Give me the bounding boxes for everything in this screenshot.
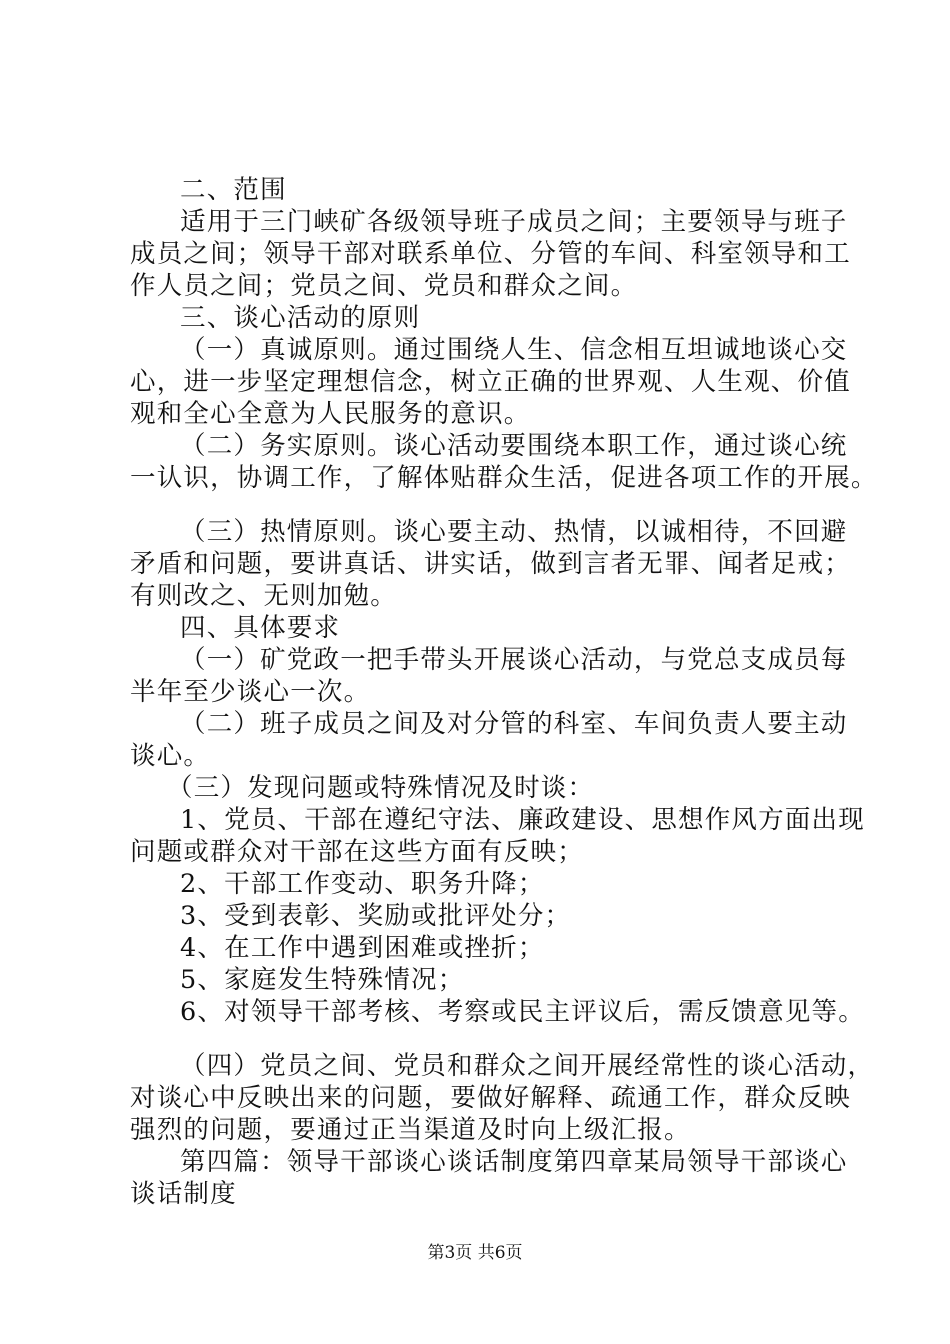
paragraph-line: 适用于三门峡矿各级领导班子成员之间；主要领导与班子	[180, 207, 848, 237]
paragraph-line: 强烈的问题，要通过正当渠道及时向上级汇报。	[130, 1115, 691, 1145]
list-item: 5、家庭发生特殊情况；	[180, 965, 465, 995]
page-footer: 第3页 共6页	[427, 1243, 523, 1263]
paragraph-line: 心，进一步坚定理想信念，树立正确的世界观、人生观、价值	[130, 367, 851, 397]
list-item: 3、受到表彰、奖励或批评处分；	[180, 901, 572, 931]
list-item: 4、在工作中遇到困难或挫折；	[180, 933, 545, 963]
chapter-title-line: 第四篇：领导干部谈心谈话制度第四章某局领导干部谈心	[180, 1147, 848, 1177]
list-item-continuation: 问题或群众对干部在这些方面有反映；	[130, 837, 584, 867]
paragraph-line: （二）务实原则。谈心活动要围绕本职工作，通过谈心统	[180, 431, 848, 461]
paragraph-line: （一）矿党政一把手带头开展谈心活动，与党总支成员每	[180, 645, 848, 675]
paragraph-line: 半年至少谈心一次。	[130, 677, 371, 707]
paragraph-line: 谈心。	[130, 741, 211, 771]
paragraph-line: 有则改之、无则加勉。	[130, 581, 398, 611]
list-item: 6、对领导干部考核、考察或民主评议后，需反馈意见等。	[180, 997, 865, 1027]
paragraph-line: （三）发现问题或特殊情况及时谈：	[167, 773, 595, 803]
paragraph-line: 成员之间；领导干部对联系单位、分管的车间、科室领导和工	[130, 239, 851, 269]
paragraph-line: （二）班子成员之间及对分管的科室、车间负责人要主动	[180, 709, 848, 739]
paragraph-line: （一）真诚原则。通过围绕人生、信念相互坦诚地谈心交	[180, 335, 848, 365]
paragraph-line: 对谈心中反映出来的问题，要做好解释、疏通工作，群众反映	[130, 1083, 851, 1113]
list-item: 2、干部工作变动、职务升降；	[180, 869, 545, 899]
paragraph-line: 作人员之间；党员之间、党员和群众之间。	[130, 271, 638, 301]
paragraph-line: 矛盾和问题，要讲真话、讲实话，做到言者无罪、闻者足戒；	[130, 549, 851, 579]
paragraph-line: （四）党员之间、党员和群众之间开展经常性的谈心活动，	[180, 1051, 875, 1081]
list-item: 1、党员、干部在遵纪守法、廉政建设、思想作风方面出现	[180, 805, 865, 835]
chapter-title-line: 谈话制度	[130, 1179, 237, 1209]
section-heading-principles: 三、谈心活动的原则	[180, 303, 421, 333]
paragraph-line: 一认识，协调工作，了解体贴群众生活，促进各项工作的开展。	[130, 463, 878, 493]
paragraph-line: 观和全心全意为人民服务的意识。	[130, 399, 531, 429]
section-heading-scope: 二、范围	[180, 175, 287, 205]
section-heading-requirements: 四、具体要求	[180, 613, 341, 643]
paragraph-line: （三）热情原则。谈心要主动、热情，以诚相待，不回避	[180, 517, 848, 547]
